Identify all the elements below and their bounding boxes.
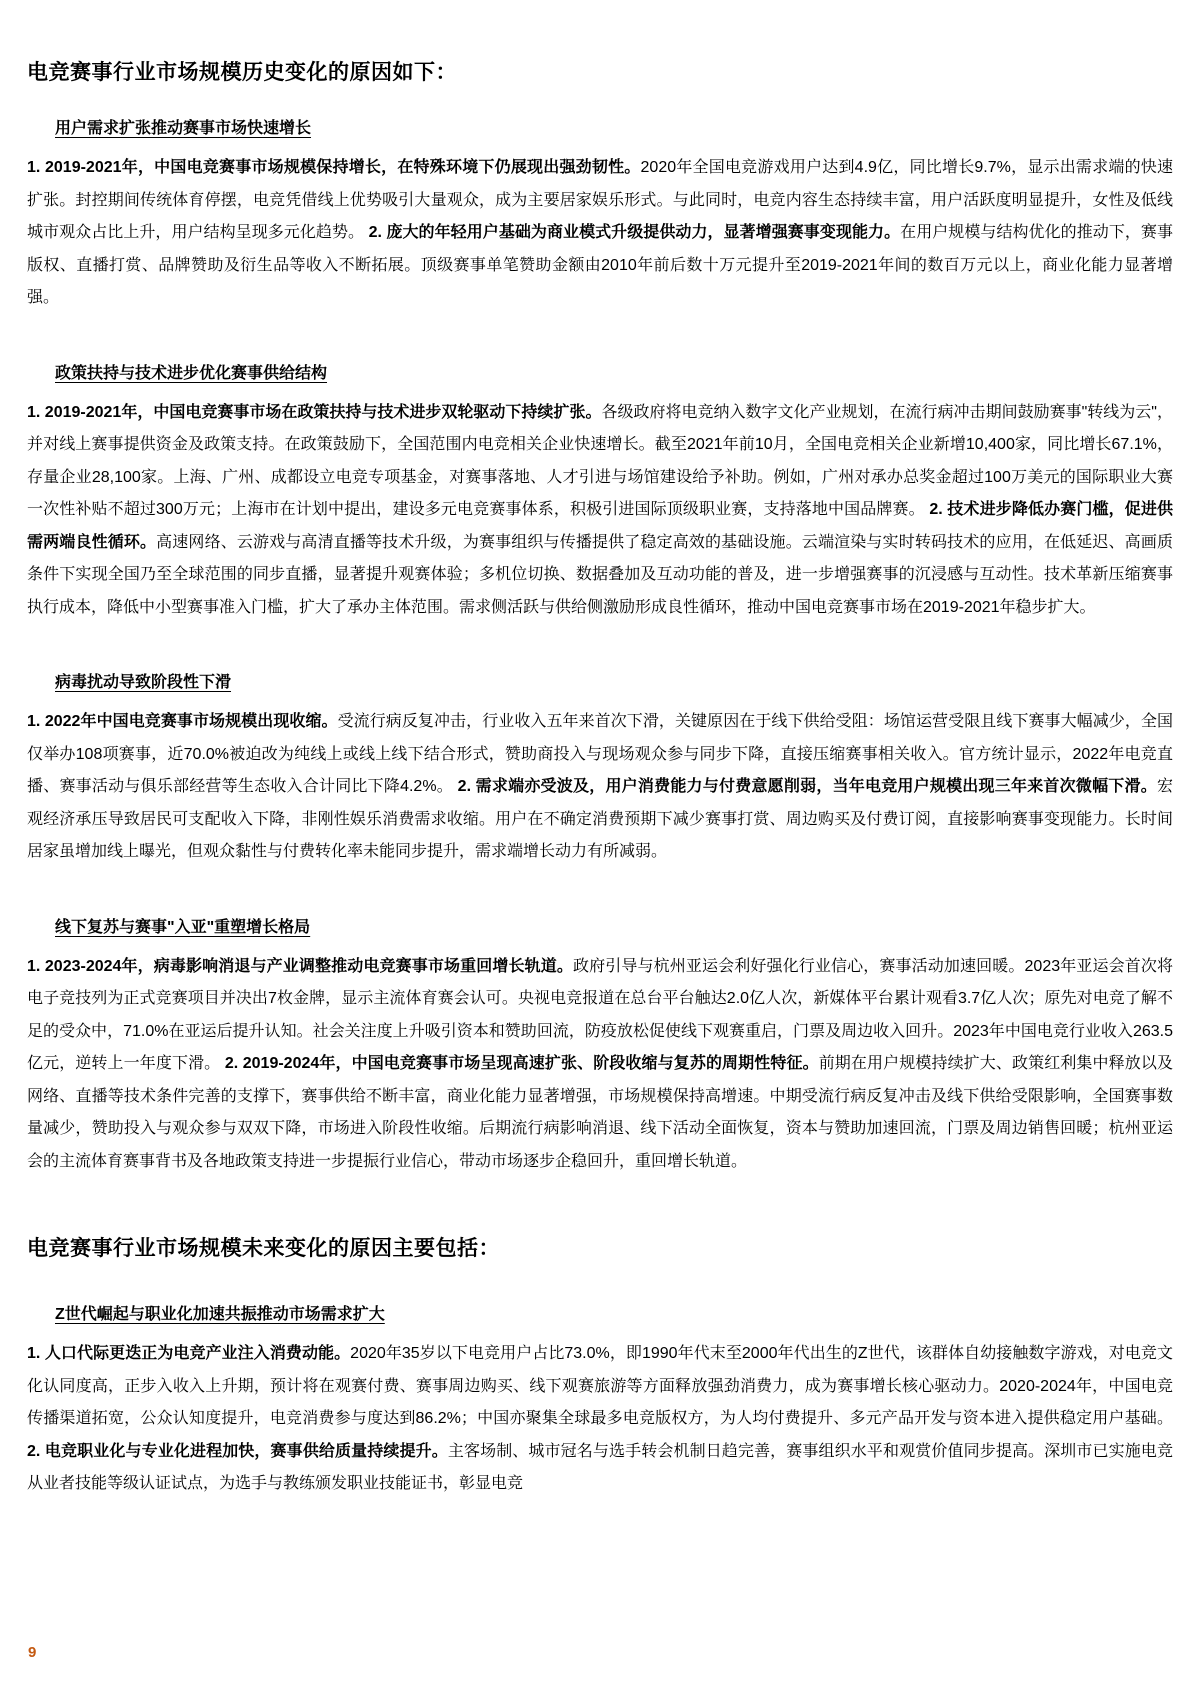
section-offline-recovery — [27, 917, 1173, 1179]
paragraph-run: 宏观经济承压导致居民可支配收入下降，非刚性娱乐消费需求收缩。用户在不确定消费预期下减少赛事打赏、周边购买及付费订阅，直接影响赛事变现能力。长时间居家虽增加线上曝光，但观众黏性与付费转化率未能同步提升，需求端增长动力有所减弱。 — [27, 778, 1173, 860]
section-heading-genz: Z世代崛起与职业化加速共振推动市场需求扩大 — [55, 1306, 385, 1323]
section-paragraph — [27, 397, 1173, 625]
paragraph-run: 2020年全国电竞游戏用户达到4.9亿，同比增长9.7%，显示出需求端的快速扩张。封控期间传统体育停摆，电竞凭借线上优势吸引大量观众，成为主要居家娱乐形式。与此同时，电竞内容生态持续丰富，用户活跃度明显提升，女性及低线城市观众占比上升，用户结构呈现多元化趋势。 — [27, 159, 1173, 241]
section-heading-offline-recovery: 线下复苏与赛事"入亚"重塑增长格局 — [55, 918, 311, 936]
paragraph-run: 2. 需求端亦受波及，用户消费能力与付费意愿削弱，当年电竞用户规模出现三年来首次微幅下滑。 — [453, 778, 1157, 795]
section-user-demand — [27, 118, 1173, 315]
paragraph-run: 政府引导与杭州亚运会利好强化行业信心，赛事活动加速回暖。2023年亚运会首次将电子竞技列为正式竞赛项目并决出7枚金牌，显示主流体育赛会认可。央视电竞报道在总台平台触达2.0亿人次，新媒体平台累计观看3.7亿人次；原先对电竞了解不足的受众中，71.0%在亚运后提升认知。社会关注度上升吸引资本和赞助回流，防疫放松促使线下观赛重启，门票及周边收入回升。2023年中国电竞行业收入263.5亿元，逆转上一年度下滑。 — [27, 957, 1173, 1072]
paragraph-run: 主客场制、城市冠名与选手转会机制日趋完善，赛事组织水平和观赏价值同步提高。深圳市已实施电竞从业者技能等级认证试点，为选手与教练颁发职业技能证书，彰显电竞 — [27, 1442, 1173, 1492]
paragraph-run: 高速网络、云游戏与高清直播等技术升级，为赛事组织与传播提供了稳定高效的基础设施。云端渲染与实时转码技术的应用，在低延迟、高画质条件下实现全国乃至全球范围的同步直播，显著提升观赛体验；多机位切换、数据叠加及互动功能的普及，进一步增强赛事的沉浸感与互动性。技术革新压缩赛事执行成本，降低中小型赛事准入门槛，扩大了承办主体范围。需求侧活跃与供给侧激励形成良性循环，推动中国电竞赛事市场在2019-2021年稳步扩大。 — [27, 533, 1173, 616]
paragraph-run: 1. 2023-2024年，病毒影响消退与产业调整推动电竞赛事市场重回增长轨道。 — [27, 957, 574, 975]
paragraph-run: 2020年35岁以下电竞用户占比73.0%，即1990年代末至2000年代出生的Z世代，该群体自幼接触数字游戏，对电竞文化认同度高，正步入收入上升期，预计将在观赛付费、赛事周边购买、线下观赛旅游等方面释放强劲消费力，成为赛事增长核心驱动力。2020-2024年，中国电竞传播渠道拓宽，公众认知度提升，电竞消费参与度达到86.2%；中国亦聚集全球最多电竞版权方，为人均付费提升、多元产品开发与资本进入提供稳定用户基础。 — [27, 1345, 1173, 1427]
paragraph-run: 1. 2019-2021年，中国电竞赛事市场规模保持增长，在特殊环境下仍展现出强劲韧性。 — [27, 159, 641, 176]
paragraph-run: 2. 技术进步降低办赛门槛，促进供需两端良性循环。 — [27, 501, 1173, 551]
future-title: 电竞赛事行业市场规模未来变化的原因主要包括： — [27, 1237, 500, 1260]
paragraph-run: 1. 人口代际更迭正为电竞产业注入消费动能。 — [27, 1345, 351, 1362]
section-heading-policy-tech: 政策扶持与技术进步优化赛事供给结构 — [55, 364, 328, 382]
paragraph-run: 2. 2019-2024年，中国电竞赛事市场呈现高速扩张、阶段收缩与复苏的周期性特征。 — [220, 1055, 819, 1072]
section-paragraph — [27, 1338, 1173, 1501]
paragraph-run: 受流行病反复冲击，行业收入五年来首次下滑，关键原因在于线下供给受阻：场馆运营受限且线下赛事大幅减少，全国仅举办108项赛事，近70.0%被迫改为纯线上或线上线下结合形式，赞助商投入与现场观众参与同步下降，直接压缩赛事相关收入。官方统计显示，2022年电竞直播、赛事活动与俱乐部经营等生态收入合计同比下降4.2%。 — [27, 713, 1173, 795]
paragraph-run: 2. 电竞职业化与专业化进程加快，赛事供给质量持续提升。 — [27, 1442, 448, 1460]
paragraph-run: 前期在用户规模持续扩大、政策红利集中释放以及网络、直播等技术条件完善的支撑下，赛事供给不断丰富，商业化能力显著增强，市场规模保持高增速。中期受流行病反复冲击及线下供给受限影响，全国赛事数量减少，赞助投入与观众参与双双下降，市场进入阶段性收缩。后期流行病影响消退、线下活动全面恢复，资本与赞助加速回流，门票及周边销售回暖；杭州亚运会的主流体育赛事背书及各地政策支持进一步提振行业信心，带动市场逐步企稳回升，重回增长轨道。 — [27, 1055, 1173, 1170]
paragraph-run: 1. 2019-2021年，中国电竞赛事市场在政策扶持与技术进步双轮驱动下持续扩张。 — [27, 403, 602, 421]
section-heading-user-demand: 用户需求扩张推动赛事市场快速增长 — [55, 120, 312, 137]
history-title: 电竞赛事行业市场规模历史变化的原因如下： — [27, 61, 457, 84]
paragraph-run: 1. 2022年中国电竞赛事市场规模出现收缩。 — [27, 713, 338, 730]
section-paragraph — [27, 152, 1173, 315]
section-policy-tech — [27, 363, 1173, 625]
section-virus-decline — [27, 672, 1173, 869]
section-paragraph — [27, 706, 1173, 869]
section-paragraph — [27, 951, 1173, 1179]
section-genz-professionalization — [27, 1304, 1173, 1501]
paragraph-run: 2. 庞大的年轻用户基础为商业模式升级提供动力，显著增强赛事变现能力。 — [364, 224, 901, 241]
paragraph-run: 在用户规模与结构优化的推动下，赛事版权、直播打赏、品牌赞助及衍生品等收入不断拓展。顶级赛事单笔赞助金额由2010年前后数十万元提升至2019-2021年间的数百万元以上，商业化能力显著增强。 — [27, 224, 1173, 306]
section-heading-virus-decline: 病毒扰动导致阶段性下滑 — [55, 674, 232, 691]
paragraph-run: 各级政府将电竞纳入数字文化产业规划，在流行病冲击期间鼓励赛事"转线为云"，并对线上赛事提供资金及政策支持。在政策鼓励下，全国范围内电竞相关企业快速增长。截至2021年前10月，全国电竞相关企业新增10,400家，同比增长67.1%，存量企业28,100家。上海、广州、成都设立电竞专项基金，对赛事落地、人才引进与场馆建设给予补助。例如，广州对承办总奖金超过100万美元的国际职业大赛一次性补贴不超过300万元；上海市在计划中提出，建设多元电竞赛事体系，积极引进国际顶级职业赛，支持落地中国品牌赛。 — [27, 403, 1173, 518]
page-number: 9 — [28, 1644, 37, 1661]
